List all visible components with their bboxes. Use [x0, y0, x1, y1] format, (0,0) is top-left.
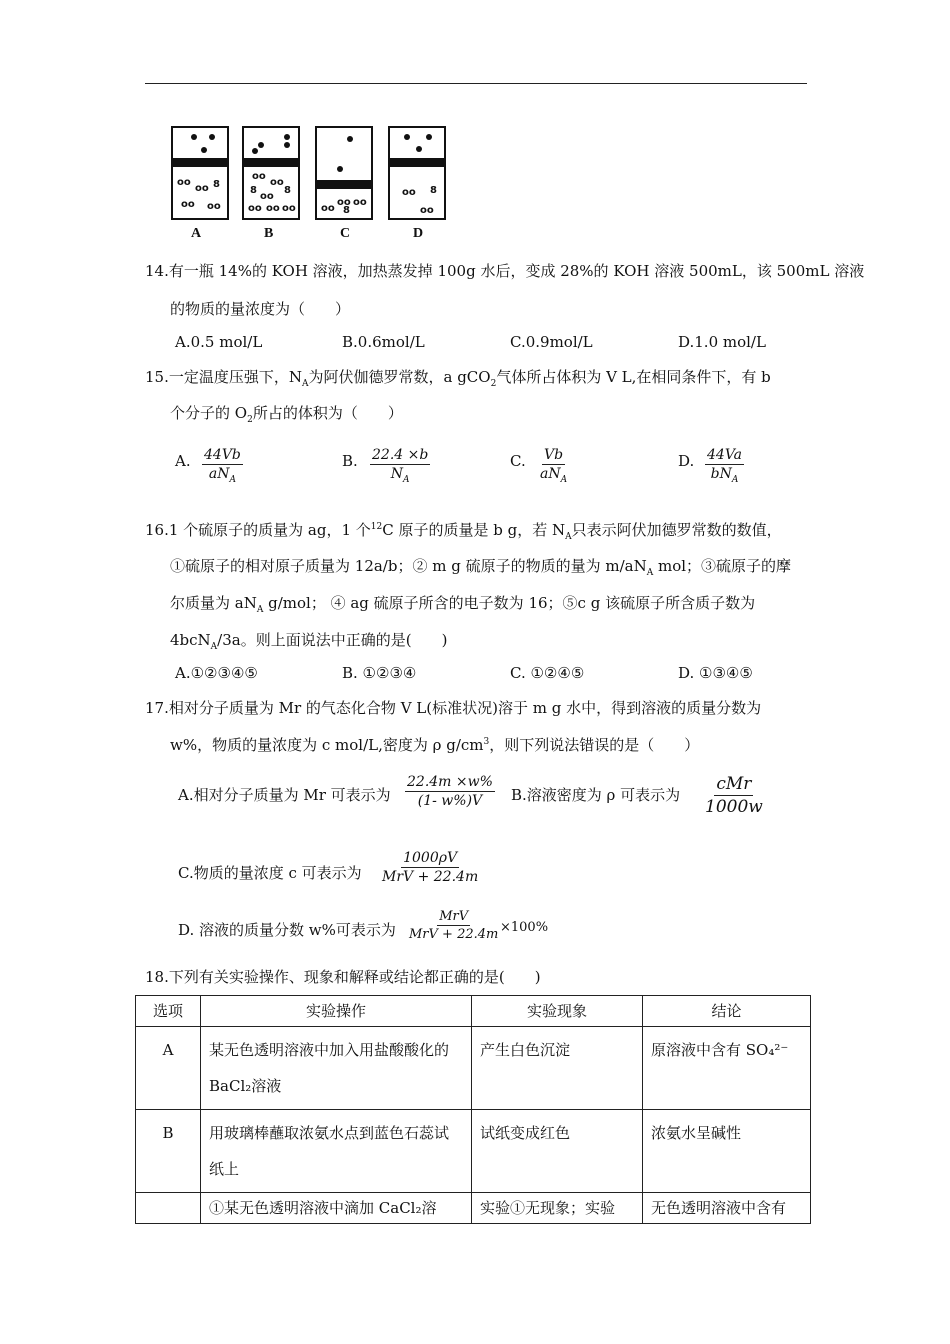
table-row [136, 1027, 811, 1110]
row-a-operation: 某无色透明溶液中加入用盐酸酸化的 BaCl₂溶液 [201, 1027, 472, 1110]
q16-option-d: D. ①③④⑤ [678, 664, 753, 682]
label-c: C [340, 226, 351, 241]
q14-option-c: C.0.9mol/L [510, 333, 593, 351]
q16-line2: ①硫原子的相对原子质量为 12a/b；② m g 硫原子的物质的量为 $m/aN_A$ mol；③硫原子的摩 [170, 557, 792, 578]
q15-option-c-label: C. [510, 452, 526, 470]
q14-option-b: B.0.6mol/L [342, 333, 425, 351]
row-c-option [136, 1193, 201, 1224]
q15-option-a-fraction: 44Vb $aN_A$ [204, 447, 241, 485]
q14-stem-line1: 14.有一瓶 14%的 KOH 溶液，加热蒸发掉 100g 水后，变成 28%的 KOH 溶液 500mL，该 500mL 溶液 [145, 262, 865, 280]
cylinder-d: oo 8 oo [388, 126, 446, 220]
row-b-option: B [136, 1110, 201, 1193]
cylinder-b: oo oo 8 oo 8 oo oo oo [242, 126, 300, 220]
q17-option-b-fraction: cMr 1000w [705, 774, 763, 817]
q15-option-b-fraction: $\frac{22.4 \times b}{N_A}$ [372, 447, 429, 485]
q17-option-d-suffix: ×100% [500, 920, 549, 935]
q17-option-d-text: D. 溶液的质量分数 w%可表示为 [178, 921, 396, 939]
q18-stem: 18.下列有关实验操作、现象和解释或结论都正确的是( ) [145, 968, 541, 986]
q14-option-a: A.0.5 mol/L [175, 333, 263, 351]
q17-option-d-fraction: MrV MrV + 22.4m [409, 909, 499, 942]
q17-option-a-text: A.相对分子质量为 Mr 可表示为 [178, 786, 391, 804]
header-rule [145, 83, 807, 84]
q18-table [135, 995, 811, 1224]
table-row [136, 1193, 811, 1224]
q17-option-a-fraction: $\frac{22.4m \times w\%}{(1- w\%)V}$ [407, 774, 493, 809]
cylinder-c: oo oo 8 oo [315, 126, 373, 220]
row-a-option: A [136, 1027, 201, 1110]
header-operation: 实验操作 [201, 996, 472, 1027]
table-row [136, 1110, 811, 1193]
row-c-conclusion: 无色透明溶液中含有 [643, 1193, 811, 1224]
row-b-operation: 用玻璃棒蘸取浓氨水点到蓝色石蕊试纸上 [201, 1110, 472, 1193]
header-conclusion: 结论 [643, 996, 811, 1027]
q15-option-d-fraction: 44Va $bN_A$ [707, 447, 742, 485]
q17-option-c-text: C.物质的量浓度 c 可表示为 [178, 864, 362, 882]
q17-option-b-text: B.溶液密度为 ρ 可表示为 [511, 786, 681, 804]
header-option: 选项 [136, 996, 201, 1027]
q16-line3: 尔质量为 $aN_A$ g/mol； ④ ag 硫原子所含的电子数为 16；⑤c g 该硫原子所含质子数为 [170, 594, 756, 615]
q16-line4: 4bcN$_A$/3a。则上面说法中正确的是( ) [170, 631, 448, 652]
label-a: A [191, 226, 202, 241]
q16-line1: 16.1 个硫原子的质量为 ag，1 个$^{12}$C 原子的质量是 b g，若 $N_A$只表示阿伏加德罗常数的数值， [145, 521, 782, 542]
q15-stem-line2: 个分子的 $O_2$所占的体积为（ ） [170, 404, 403, 425]
q15-option-c-fraction: Vb $aN_A$ [540, 447, 568, 485]
q14-option-d: D.1.0 mol/L [678, 333, 766, 351]
q14-stem-line2: 的物质的量浓度为（ ） [170, 300, 351, 318]
q16-option-a: A.①②③④⑤ [175, 664, 258, 682]
row-a-conclusion: 原溶液中含有 SO₄²⁻ [643, 1027, 811, 1110]
q16-option-c: C. ①②④⑤ [510, 664, 585, 682]
row-b-phenomenon: 试纸变成红色 [472, 1110, 643, 1193]
header-phenomenon: 实验现象 [472, 996, 643, 1027]
q15-option-a-label: A. [175, 452, 191, 470]
row-b-conclusion: 浓氨水呈碱性 [643, 1110, 811, 1193]
q17-option-c-fraction: 1000ρV MrV + 22.4m [382, 850, 479, 885]
row-c-phenomenon: 实验①无现象；实验 [472, 1193, 643, 1224]
q16-option-b: B. ①②③④ [342, 664, 417, 682]
q15-stem-line1: 15.一定温度压强下，$N_A$为阿伏伽德罗常数，a gCO$_2$气体所占体积为 V L,在相同条件下，有 b [145, 368, 771, 389]
label-b: B [264, 226, 274, 241]
row-a-phenomenon: 产生白色沉淀 [472, 1027, 643, 1110]
q17-line1: 17.相对分子质量为 Mr 的气态化合物 V L(标准状况)溶于 m g 水中，得到溶液的质量分数为 [145, 699, 762, 717]
q15-option-b-label: B. [342, 452, 358, 470]
q17-line2: w%，物质的量浓度为 c mol/L,密度为 ρ $g/cm^3$，则下列说法错误的是（ ） [170, 736, 700, 754]
row-c-operation: ①某无色透明溶液中滴加 CaCl₂溶 [201, 1193, 472, 1224]
cylinder-a: oo oo 8 oo oo [171, 126, 229, 220]
q15-option-d-label: D. [678, 452, 695, 470]
table-header-row [136, 996, 811, 1027]
label-d: D [413, 226, 424, 241]
